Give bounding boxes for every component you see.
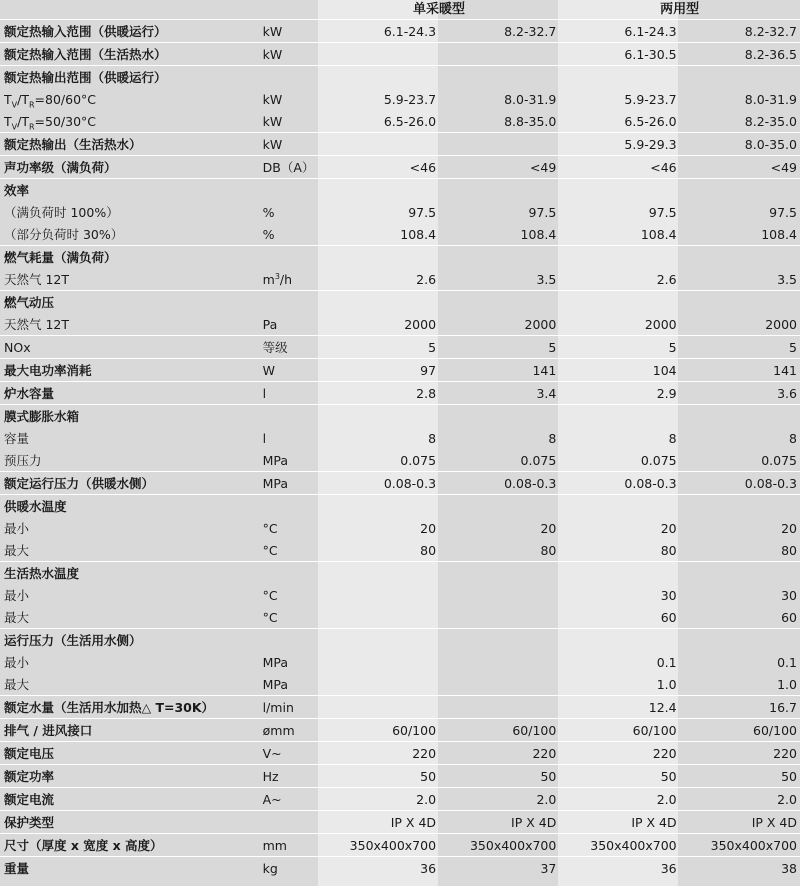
value-cell: 3.5 xyxy=(777,271,797,287)
header-row xyxy=(0,0,800,20)
row-label: 额定热输出范围（供暖运行） xyxy=(0,66,259,89)
value-cell: 8 xyxy=(428,430,437,446)
value-cell: 0.075 xyxy=(640,452,677,468)
table-row xyxy=(0,246,800,269)
table-row xyxy=(0,472,800,495)
value-cell: <46 xyxy=(319,156,439,179)
row-unit xyxy=(259,66,319,89)
row-unit: MPa xyxy=(262,654,289,670)
value-cell: 2000 xyxy=(765,316,797,332)
row-unit: MPa xyxy=(259,472,319,495)
row-unit: MPa xyxy=(262,676,289,692)
value-cell: 350x400x700 xyxy=(559,834,679,857)
value-cell: 5.9-23.7 xyxy=(383,91,437,107)
value-cell xyxy=(319,66,439,89)
table-row xyxy=(0,313,800,336)
value-cell: 12.4 xyxy=(559,696,679,719)
value-cell xyxy=(439,696,559,719)
table-row xyxy=(0,811,800,834)
row-label: 额定水量（生活用水加热△ T=30K） xyxy=(0,696,259,719)
value-cell: 0.1 xyxy=(777,654,797,670)
row-label: 运行压力（生活用水侧） xyxy=(0,629,259,652)
row-label: 额定运行压力（供暖水侧） xyxy=(0,472,259,495)
value-cell: 50 xyxy=(559,765,679,788)
table-row xyxy=(0,336,800,359)
value-cell: 3.6 xyxy=(680,382,800,405)
row-unit xyxy=(259,562,319,585)
table-row xyxy=(0,179,800,202)
row-unit: kW xyxy=(259,20,319,43)
value-cell: 141 xyxy=(439,359,559,382)
value-cell xyxy=(680,495,800,518)
row-label: $T_V/T_R=50/30^\circ C$ xyxy=(4,113,97,131)
row-unit xyxy=(259,246,319,269)
row-unit: °C xyxy=(262,587,278,603)
value-cell: 97 xyxy=(319,359,439,382)
table-row xyxy=(0,629,800,652)
value-cell: 6.1-24.3 xyxy=(559,20,679,43)
row-unit: °C xyxy=(262,520,278,536)
value-cell: 350x400x700 xyxy=(680,834,800,857)
row-label: 最大 xyxy=(4,542,30,558)
value-cell: 97.5 xyxy=(408,204,437,220)
value-cell xyxy=(559,629,679,652)
value-cell xyxy=(559,246,679,269)
value-cell: 0.075 xyxy=(761,452,797,468)
row-label: NOx xyxy=(0,336,259,359)
row-label: 声功率级（满负荷） xyxy=(0,156,259,179)
value-cell: 2.0 xyxy=(559,788,679,811)
value-cell xyxy=(319,696,439,719)
row-unit xyxy=(259,179,319,202)
value-cell xyxy=(680,629,800,652)
value-cell: 0.075 xyxy=(400,452,437,468)
value-cell xyxy=(319,651,439,673)
row-unit: kW xyxy=(259,43,319,66)
value-cell: 2.0 xyxy=(439,788,559,811)
row-label: 生活热水温度 xyxy=(0,562,259,585)
row-label: 额定电压 xyxy=(0,742,259,765)
value-cell: 0.08-0.3 xyxy=(680,472,800,495)
value-cell: 20 xyxy=(540,520,557,536)
header-group-dual: 两用型 xyxy=(559,0,800,20)
row-unit: kW xyxy=(262,91,283,107)
value-cell: 30 xyxy=(660,587,677,603)
value-cell: 38 xyxy=(680,857,800,880)
value-cell: 16.7 xyxy=(680,696,800,719)
row-label: 额定热输入范围（供暖运行） xyxy=(0,20,259,43)
value-cell: 8.0-35.0 xyxy=(680,133,800,156)
value-cell xyxy=(319,405,439,428)
value-cell: 2.0 xyxy=(680,788,800,811)
value-cell: 80 xyxy=(420,542,437,558)
value-cell: IP X 4D xyxy=(559,811,679,834)
table-row xyxy=(0,449,800,472)
value-cell: 97.5 xyxy=(769,204,797,220)
row-label: 膜式膨胀水箱 xyxy=(0,405,259,428)
value-cell: 8.0-31.9 xyxy=(504,91,557,107)
row-unit xyxy=(259,629,319,652)
value-cell: 104 xyxy=(559,359,679,382)
table-row xyxy=(0,517,800,539)
value-cell: IP X 4D xyxy=(319,811,439,834)
table-row xyxy=(0,201,800,223)
value-cell: 80 xyxy=(781,542,797,558)
value-cell: 2.6 xyxy=(656,271,677,287)
value-cell xyxy=(559,66,679,89)
row-label: 炉水容量 xyxy=(0,382,259,405)
row-label: 预压力 xyxy=(4,452,42,468)
header-group-single: 单采暖型 xyxy=(319,0,560,20)
value-cell xyxy=(439,133,559,156)
value-cell: 350x400x700 xyxy=(319,834,439,857)
value-cell xyxy=(439,629,559,652)
row-label: 燃气动压 xyxy=(0,291,259,314)
value-cell: IP X 4D xyxy=(680,811,800,834)
value-cell xyxy=(439,673,559,696)
value-cell: 6.5-26.0 xyxy=(383,113,437,129)
value-cell: 80 xyxy=(540,542,557,558)
row-label: $T_V/T_R=80/60^\circ C$ xyxy=(4,91,97,109)
value-cell: 0.08-0.3 xyxy=(559,472,679,495)
value-cell: 108.4 xyxy=(520,226,557,242)
row-unit xyxy=(259,291,319,314)
row-label: 最大 xyxy=(4,676,30,692)
table-row xyxy=(0,43,800,66)
value-cell xyxy=(319,584,439,606)
row-unit: V~ xyxy=(259,742,319,765)
value-cell: 20 xyxy=(420,520,437,536)
table-row xyxy=(0,719,800,742)
value-cell: 108.4 xyxy=(640,226,677,242)
value-cell: 3.4 xyxy=(439,382,559,405)
value-cell: 220 xyxy=(680,742,800,765)
value-cell: 6.1-30.5 xyxy=(559,43,679,66)
table-row xyxy=(0,156,800,179)
value-cell xyxy=(439,66,559,89)
value-cell: 36 xyxy=(559,857,679,880)
value-cell xyxy=(680,291,800,314)
table-row xyxy=(0,765,800,788)
table-row xyxy=(0,66,800,89)
value-cell: 20 xyxy=(660,520,677,536)
row-label: 额定热输入范围（生活热水） xyxy=(0,43,259,66)
value-cell: <46 xyxy=(559,156,679,179)
row-unit: l/min xyxy=(259,696,319,719)
value-cell: 30 xyxy=(781,587,797,603)
table-row xyxy=(0,359,800,382)
value-cell: 220 xyxy=(439,742,559,765)
value-cell: 20 xyxy=(781,520,797,536)
value-cell: IP X 4D xyxy=(439,811,559,834)
row-unit: % xyxy=(262,226,275,242)
table-row xyxy=(0,834,800,857)
table-row xyxy=(0,382,800,405)
value-cell: 97.5 xyxy=(528,204,557,220)
row-label: （满负荷时 100%） xyxy=(4,204,119,220)
value-cell: 36 xyxy=(319,857,439,880)
table-row xyxy=(0,584,800,606)
table-row xyxy=(0,133,800,156)
row-label: 最大 xyxy=(4,609,30,625)
value-cell: 60/100 xyxy=(559,719,679,742)
value-cell: 2.8 xyxy=(319,382,439,405)
row-unit: Hz xyxy=(259,765,319,788)
value-cell: 60/100 xyxy=(680,719,800,742)
value-cell xyxy=(680,246,800,269)
row-label: 重量 xyxy=(0,857,259,880)
table-row xyxy=(0,651,800,673)
row-unit: kW xyxy=(259,133,319,156)
table-row xyxy=(0,673,800,696)
table-row xyxy=(0,268,800,291)
table-row xyxy=(0,539,800,562)
value-cell: 97.5 xyxy=(648,204,677,220)
value-cell xyxy=(559,562,679,585)
value-cell xyxy=(680,66,800,89)
value-cell xyxy=(439,246,559,269)
value-cell xyxy=(319,133,439,156)
table-row xyxy=(0,20,800,43)
row-label: 容量 xyxy=(4,430,30,446)
value-cell: 220 xyxy=(319,742,439,765)
table-row xyxy=(0,857,800,880)
row-unit: $m^3/h$ xyxy=(262,271,293,287)
row-label: 额定热输出（生活热水） xyxy=(0,133,259,156)
value-cell xyxy=(319,673,439,696)
table-row xyxy=(0,788,800,811)
row-label: 效率 xyxy=(0,179,259,202)
row-label: 天然气 12T xyxy=(4,271,70,287)
value-cell: 350x400x700 xyxy=(439,834,559,857)
row-label: 排气 / 进风接口 xyxy=(0,719,259,742)
row-unit: l xyxy=(259,382,319,405)
value-cell: 37 xyxy=(439,857,559,880)
value-cell xyxy=(680,179,800,202)
value-cell xyxy=(559,495,679,518)
row-unit: MPa xyxy=(262,452,289,468)
value-cell: 1.0 xyxy=(656,676,677,692)
row-unit: A~ xyxy=(259,788,319,811)
row-unit: kg xyxy=(259,857,319,880)
value-cell xyxy=(439,179,559,202)
row-unit: % xyxy=(262,204,275,220)
row-unit: DB（A） xyxy=(259,156,319,179)
value-cell: 8.2-35.0 xyxy=(744,113,797,129)
row-unit: ømm xyxy=(259,719,319,742)
table-row xyxy=(0,223,800,246)
table-row xyxy=(0,427,800,449)
row-unit: l xyxy=(262,430,267,446)
value-cell: 60 xyxy=(660,609,677,625)
value-cell: 2000 xyxy=(404,316,437,332)
value-cell: 50 xyxy=(439,765,559,788)
value-cell xyxy=(439,584,559,606)
row-unit: kW xyxy=(262,113,283,129)
table-row xyxy=(0,88,800,110)
value-cell: 8.2-32.7 xyxy=(439,20,559,43)
value-cell xyxy=(680,405,800,428)
value-cell: 8 xyxy=(548,430,557,446)
value-cell xyxy=(439,651,559,673)
value-cell: 5 xyxy=(559,336,679,359)
value-cell: 0.08-0.3 xyxy=(439,472,559,495)
row-unit: °C xyxy=(262,542,278,558)
value-cell xyxy=(319,291,439,314)
value-cell: 60/100 xyxy=(319,719,439,742)
value-cell: 6.1-24.3 xyxy=(319,20,439,43)
value-cell xyxy=(559,179,679,202)
spec-rows xyxy=(0,20,800,880)
value-cell: 5.9-23.7 xyxy=(624,91,677,107)
row-label: （部分负荷时 30%） xyxy=(4,226,124,242)
value-cell: 141 xyxy=(680,359,800,382)
value-cell xyxy=(319,495,439,518)
row-label: 保护类型 xyxy=(0,811,259,834)
value-cell: 50 xyxy=(319,765,439,788)
row-label: 燃气耗量（满负荷） xyxy=(0,246,259,269)
value-cell: 0.1 xyxy=(656,654,677,670)
row-unit xyxy=(259,811,319,834)
table-row xyxy=(0,495,800,518)
value-cell xyxy=(439,405,559,428)
value-cell: 5 xyxy=(680,336,800,359)
value-cell: 60 xyxy=(781,609,797,625)
value-cell: 5 xyxy=(439,336,559,359)
value-cell: 50 xyxy=(680,765,800,788)
value-cell xyxy=(559,405,679,428)
value-cell: 5 xyxy=(319,336,439,359)
value-cell: 6.5-26.0 xyxy=(624,113,677,129)
value-cell xyxy=(439,562,559,585)
table-row xyxy=(0,405,800,428)
value-cell: 2.9 xyxy=(559,382,679,405)
table-row xyxy=(0,562,800,585)
value-cell: 108.4 xyxy=(400,226,437,242)
value-cell xyxy=(439,495,559,518)
value-cell: 108.4 xyxy=(761,226,797,242)
value-cell xyxy=(680,562,800,585)
value-cell xyxy=(319,43,439,66)
row-unit: °C xyxy=(262,609,278,625)
row-label: 天然气 12T xyxy=(4,316,70,332)
row-unit: W xyxy=(259,359,319,382)
value-cell: 8.8-35.0 xyxy=(504,113,557,129)
value-cell xyxy=(319,562,439,585)
value-cell: 8 xyxy=(668,430,677,446)
value-cell xyxy=(559,291,679,314)
row-label: 额定功率 xyxy=(0,765,259,788)
value-cell xyxy=(319,629,439,652)
row-unit xyxy=(259,495,319,518)
value-cell: 8 xyxy=(789,430,797,446)
row-unit: mm xyxy=(259,834,319,857)
value-cell xyxy=(439,291,559,314)
value-cell: 8.0-31.9 xyxy=(744,91,797,107)
table-row xyxy=(0,696,800,719)
value-cell: 0.08-0.3 xyxy=(319,472,439,495)
row-unit: Pa xyxy=(262,316,278,332)
row-label: 最小 xyxy=(4,587,30,603)
row-label: 最小 xyxy=(4,654,30,670)
value-cell: 220 xyxy=(559,742,679,765)
header-blank-unit xyxy=(259,0,319,20)
value-cell xyxy=(439,606,559,629)
value-cell: 2.0 xyxy=(319,788,439,811)
header-blank xyxy=(0,0,259,20)
value-cell: 1.0 xyxy=(777,676,797,692)
value-cell: 3.5 xyxy=(536,271,557,287)
row-label: 额定电流 xyxy=(0,788,259,811)
row-label: 尺寸（厚度 x 宽度 x 高度） xyxy=(0,834,259,857)
value-cell xyxy=(319,246,439,269)
table-row xyxy=(0,291,800,314)
value-cell: 5.9-29.3 xyxy=(559,133,679,156)
row-label: 供暖水温度 xyxy=(0,495,259,518)
row-label: 最小 xyxy=(4,520,30,536)
value-cell: 80 xyxy=(660,542,677,558)
table-row xyxy=(0,110,800,133)
table-row xyxy=(0,742,800,765)
value-cell xyxy=(439,43,559,66)
value-cell: 2000 xyxy=(524,316,557,332)
value-cell: <49 xyxy=(680,156,800,179)
row-unit: 等级 xyxy=(259,336,319,359)
value-cell xyxy=(319,179,439,202)
value-cell: 0.075 xyxy=(520,452,557,468)
value-cell: 2000 xyxy=(644,316,677,332)
value-cell: <49 xyxy=(439,156,559,179)
value-cell: 8.2-36.5 xyxy=(680,43,800,66)
row-label: 最大电功率消耗 xyxy=(0,359,259,382)
row-unit xyxy=(259,405,319,428)
value-cell: 2.6 xyxy=(416,271,437,287)
table-row xyxy=(0,606,800,629)
value-cell: 60/100 xyxy=(439,719,559,742)
value-cell: 8.2-32.7 xyxy=(680,20,800,43)
value-cell xyxy=(319,606,439,629)
